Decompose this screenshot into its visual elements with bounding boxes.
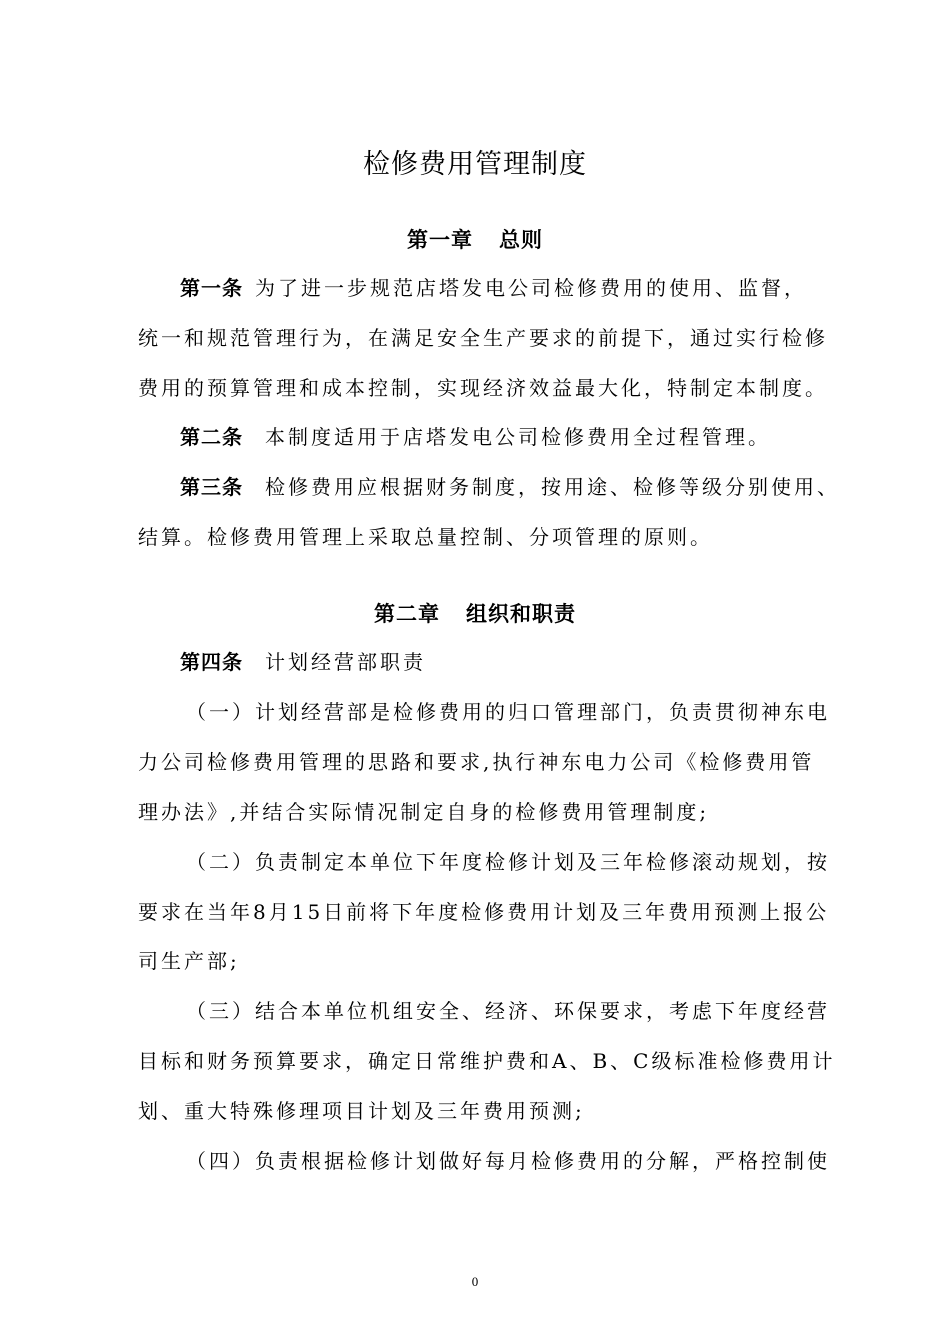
chapter-2-number: 第二章 — [374, 601, 440, 626]
item-2-line-3: 司生产部; — [138, 949, 240, 973]
article-2-number: 第二条 — [180, 425, 243, 449]
item-1-line-2: 力公司检修费用管理的思路和要求,执行神东电力公司《检修费用管 — [138, 750, 815, 774]
article-1-number: 第一条 — [180, 276, 243, 300]
chapter-1-number: 第一章 — [407, 227, 473, 252]
page-number: 0 — [471, 1274, 479, 1289]
item-2-line-2: 要求在当年8月15日前将下年度检修费用计划及三年费用预测上报公 — [138, 900, 830, 924]
article-3-line-1 — [180, 473, 840, 501]
article-1-line-2: 统一和规范管理行为，在满足安全生产要求的前提下，通过实行检修 — [138, 326, 828, 350]
chapter-1-heading — [0, 224, 950, 254]
chapter-2-name: 组织和职责 — [466, 601, 576, 626]
document-title: 检修费用管理制度 — [363, 149, 587, 180]
item-3-line-1: （三）结合本单位机组安全、经济、环保要求，考虑下年度经营 — [186, 999, 830, 1023]
item-1-line-3: 理办法》,并结合实际情况制定自身的检修费用管理制度; — [138, 800, 710, 824]
article-3-line-2: 结算。检修费用管理上采取总量控制、分项管理的原则。 — [138, 525, 713, 549]
article-4-number: 第四条 — [180, 650, 243, 674]
article-1-line-1 — [180, 274, 807, 302]
item-3-line-3: 划、重大特殊修理项目计划及三年费用预测; — [138, 1099, 585, 1123]
item-2-line-1: （二）负责制定本单位下年度检修计划及三年检修滚动规划，按 — [186, 850, 830, 874]
article-2-line — [180, 423, 771, 451]
article-2-text: 本制度适用于店塔发电公司检修费用全过程管理。 — [265, 425, 771, 449]
article-4-line — [180, 648, 426, 676]
chapter-2-heading — [0, 598, 950, 628]
article-1-text-1: 为了进一步规范店塔发电公司检修费用的使用、监督， — [255, 276, 807, 300]
item-1-line-1: （一）计划经营部是检修费用的归口管理部门，负责贯彻神东电 — [186, 700, 830, 724]
item-3-line-2: 目标和财务预算要求，确定日常维护费和A、B、C级标准检修费用计 — [138, 1049, 836, 1073]
article-3-text-1: 检修费用应根据财务制度，按用途、检修等级分别使用、 — [265, 475, 840, 499]
item-4-line-1: （四）负责根据检修计划做好每月检修费用的分解，严格控制使 — [186, 1149, 830, 1173]
chapter-1-name: 总则 — [499, 227, 543, 252]
article-1-line-3: 费用的预算管理和成本控制，实现经济效益最大化，特制定本制度。 — [138, 376, 828, 400]
article-4-text: 计划经营部职责 — [265, 650, 426, 674]
article-3-number: 第三条 — [180, 475, 243, 499]
